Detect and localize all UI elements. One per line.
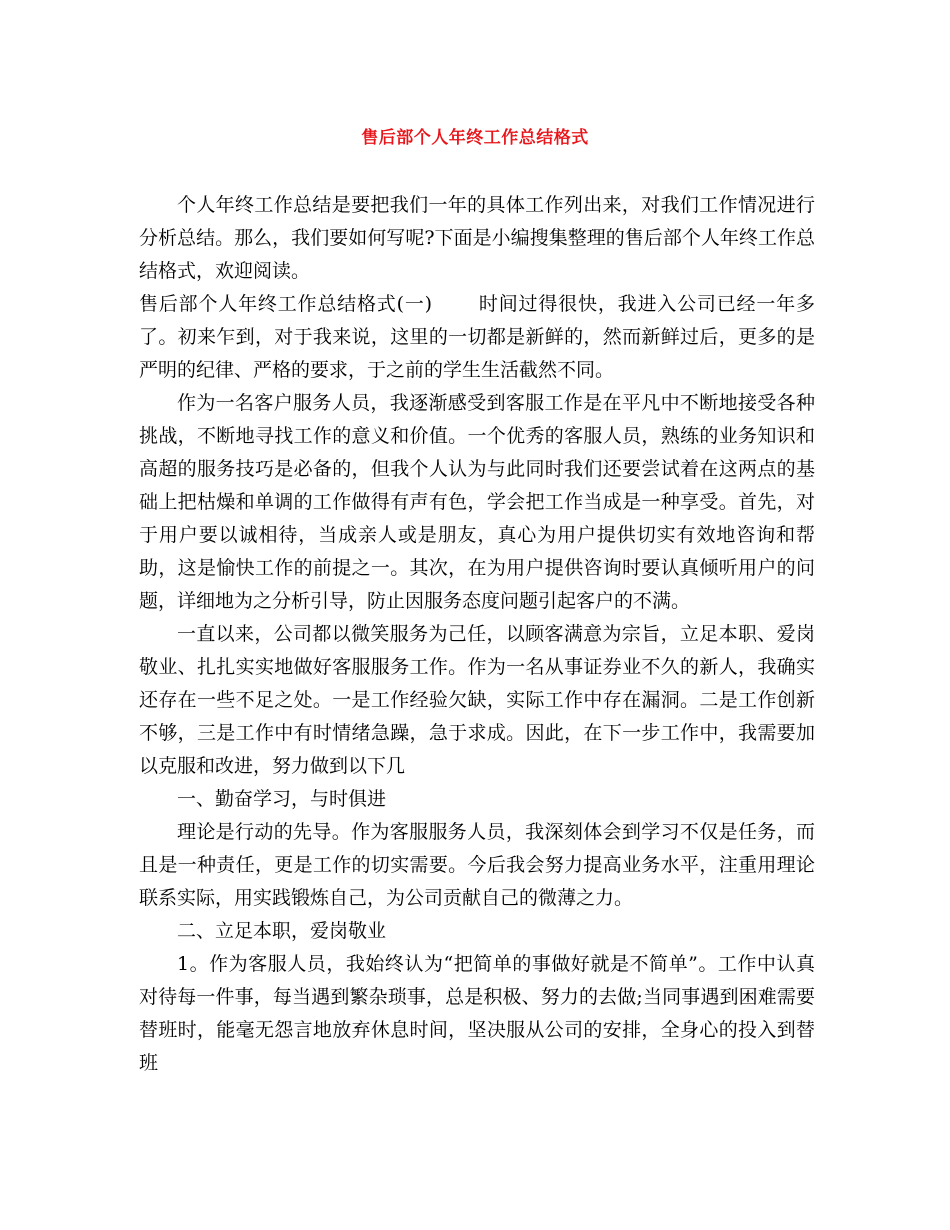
body-paragraph: 1。作为客服人员，我始终认为“把简单的事做好就是不简单”。工作中认真对待每一件事，每当遇到繁杂琐事，总是积极、努力的去做;当同事遇到困难需要替班时，能毫无怨言地放弃休息时间，坚决服从公司的安排，全身心的投入到替班 bbox=[139, 953, 815, 1074]
document-body bbox=[139, 189, 815, 1080]
subheading: 一、勤奋学习，与时俱进 bbox=[177, 788, 387, 810]
subheading: 二、立足本职，爱岗敬业 bbox=[177, 920, 387, 942]
section-heading: 售后部个人年终工作总结格式(一) bbox=[139, 293, 433, 315]
body-paragraph: 理论是行动的先导。作为客服服务人员，我深刻体会到学习不仅是任务，而且是一种责任，更是工作的切实需要。今后我会努力提高业务水平，注重用理论联系实际，用实践锻炼自己，为公司贡献自己的微薄之力。 bbox=[139, 821, 815, 909]
section-paragraph bbox=[139, 288, 815, 387]
body-paragraph: 一直以来，公司都以微笑服务为己任，以顾客满意为宗旨，立足本职、爱岗敬业、扎扎实实地做好客服服务工作。作为一名从事证券业不久的新人，我确实还存在一些不足之处。一是工作经验欠缺，实际工作中存在漏洞。二是工作创新不够，三是工作中有时情绪急躁，急于求成。因此，在下一步工作中，我需要加以克服和改进，努力做到以下几 bbox=[139, 623, 815, 777]
section-first-paragraph: 时间过得很快，我进入公司已经一年多了。初来乍到，对于我来说，这里的一切都是新鲜的，然而新鲜过后，更多的是严明的纪律、严格的要求，于之前的学生生活截然不同。 bbox=[139, 293, 815, 381]
intro-paragraph: 个人年终工作总结是要把我们一年的具体工作列出来，对我们工作情况进行分析总结。那么，我们要如何写呢?下面是小编搜集整理的售后部个人年终工作总结格式，欢迎阅读。 bbox=[139, 194, 815, 282]
body-paragraph: 作为一名客户服务人员，我逐渐感受到客服工作是在平凡中不断地接受各种挑战，不断地寻找工作的意义和价值。一个优秀的客服人员，熟练的业务知识和高超的服务技巧是必备的，但我个人认为与此同时我们还要尝试着在这两点的基础上把枯燥和单调的工作做得有声有色，学会把工作当成是一种享受。首先，对于用户要以诚相待，当成亲人或是朋友，真心为用户提供切实有效地咨询和帮助，这是愉快工作的前提之一。其次，在为用户提供咨询时要认真倾听用户的问题，详细地为之分析引导，防止因服务态度问题引起客户的不满。 bbox=[139, 392, 815, 612]
document-title: 售后部个人年终工作总结格式 bbox=[361, 128, 589, 148]
